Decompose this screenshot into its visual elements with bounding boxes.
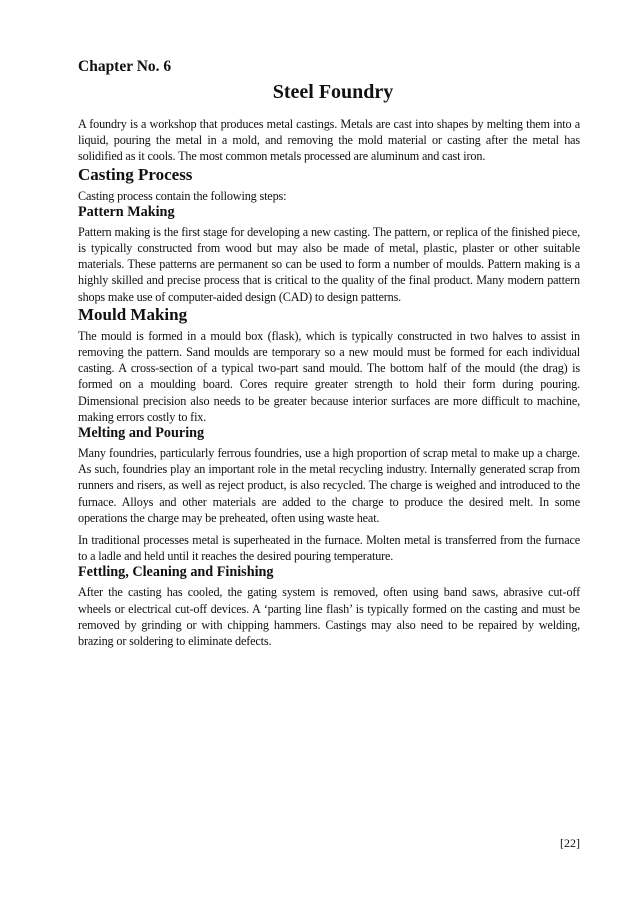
fettling-heading: Fettling, Cleaning and Finishing: [78, 564, 274, 581]
page-title: Steel Foundry: [272, 81, 394, 103]
page-content: [78, 58, 580, 649]
intro-paragraph: A foundry is a workshop that produces metal castings. Metals are cast into shapes by melting them into a liquid, pouring the metal in a mold, and removing the mold material or casting after the metal has solidified as it cools. The most common metals processed are aluminum and cast iron.: [78, 117, 580, 164]
mould-making-text: The mould is formed in a mould box (flask), which is typically constructed in two halves to assist in removing the pattern. Sand moulds are temporary so a new mould must be formed for each individual casting. A cross-section of a typical two-part sand mould. The bottom half of the mould (the drag) is formed on a moulding board. Cores require greater strength to hold their form during pouring. Dimensional precision also needs to be greater because interior surfaces are more difficult to machine, making errors costly to fix.: [78, 328, 580, 424]
casting-process-heading: Casting Process: [78, 164, 193, 184]
mould-making-heading: Mould Making: [78, 304, 188, 324]
melting-pouring-heading: Melting and Pouring: [78, 425, 205, 442]
fettling-text: After the casting has cooled, the gating system is removed, often using band saws, abrasive cut-off wheels or electrical cut-off devices. A ‘parting line flash’ is typically formed on the casting and must be removed by grinding or with chipping hammers. Castings may also need to be repaired by welding, brazing or soldering to eliminate defects.: [78, 585, 580, 649]
melting-pouring-text-2: In traditional processes metal is superheated in the furnace. Molten metal is transferred from the furnace to a ladle and held until it reaches the desired pouring temperature.: [78, 533, 580, 564]
pattern-making-text: Pattern making is the first stage for developing a new casting. The pattern, or replica of the finished piece, is typically constructed from wood but may also be made of metal, plastic, plaster or other suitable materials. These patterns are permanent so can be used to form a number of moulds. Pattern making is a highly skilled and precise process that is critical to the quality of the final product. Many modern pattern shops make use of computer-aided design (CAD) to design patterns.: [78, 224, 580, 304]
page-number: [22]: [560, 836, 580, 850]
melting-pouring-text-1: Many foundries, particularly ferrous foundries, use a high proportion of scrap metal to make up a charge. As such, foundries play an important role in the metal recycling industry. Internally generated scrap from runners and risers, as well as reject product, is also recycled. The charge is weighed and introduced to the furnace. Alloys and other materials are added to the charge to produce the desired melt. In some operations the charge may be preheated, often using waste heat.: [78, 446, 580, 525]
casting-process-text: Casting process contain the following steps:: [78, 188, 287, 203]
chapter-label: Chapter No. 6: [78, 58, 172, 75]
pattern-making-heading: Pattern Making: [78, 203, 175, 220]
